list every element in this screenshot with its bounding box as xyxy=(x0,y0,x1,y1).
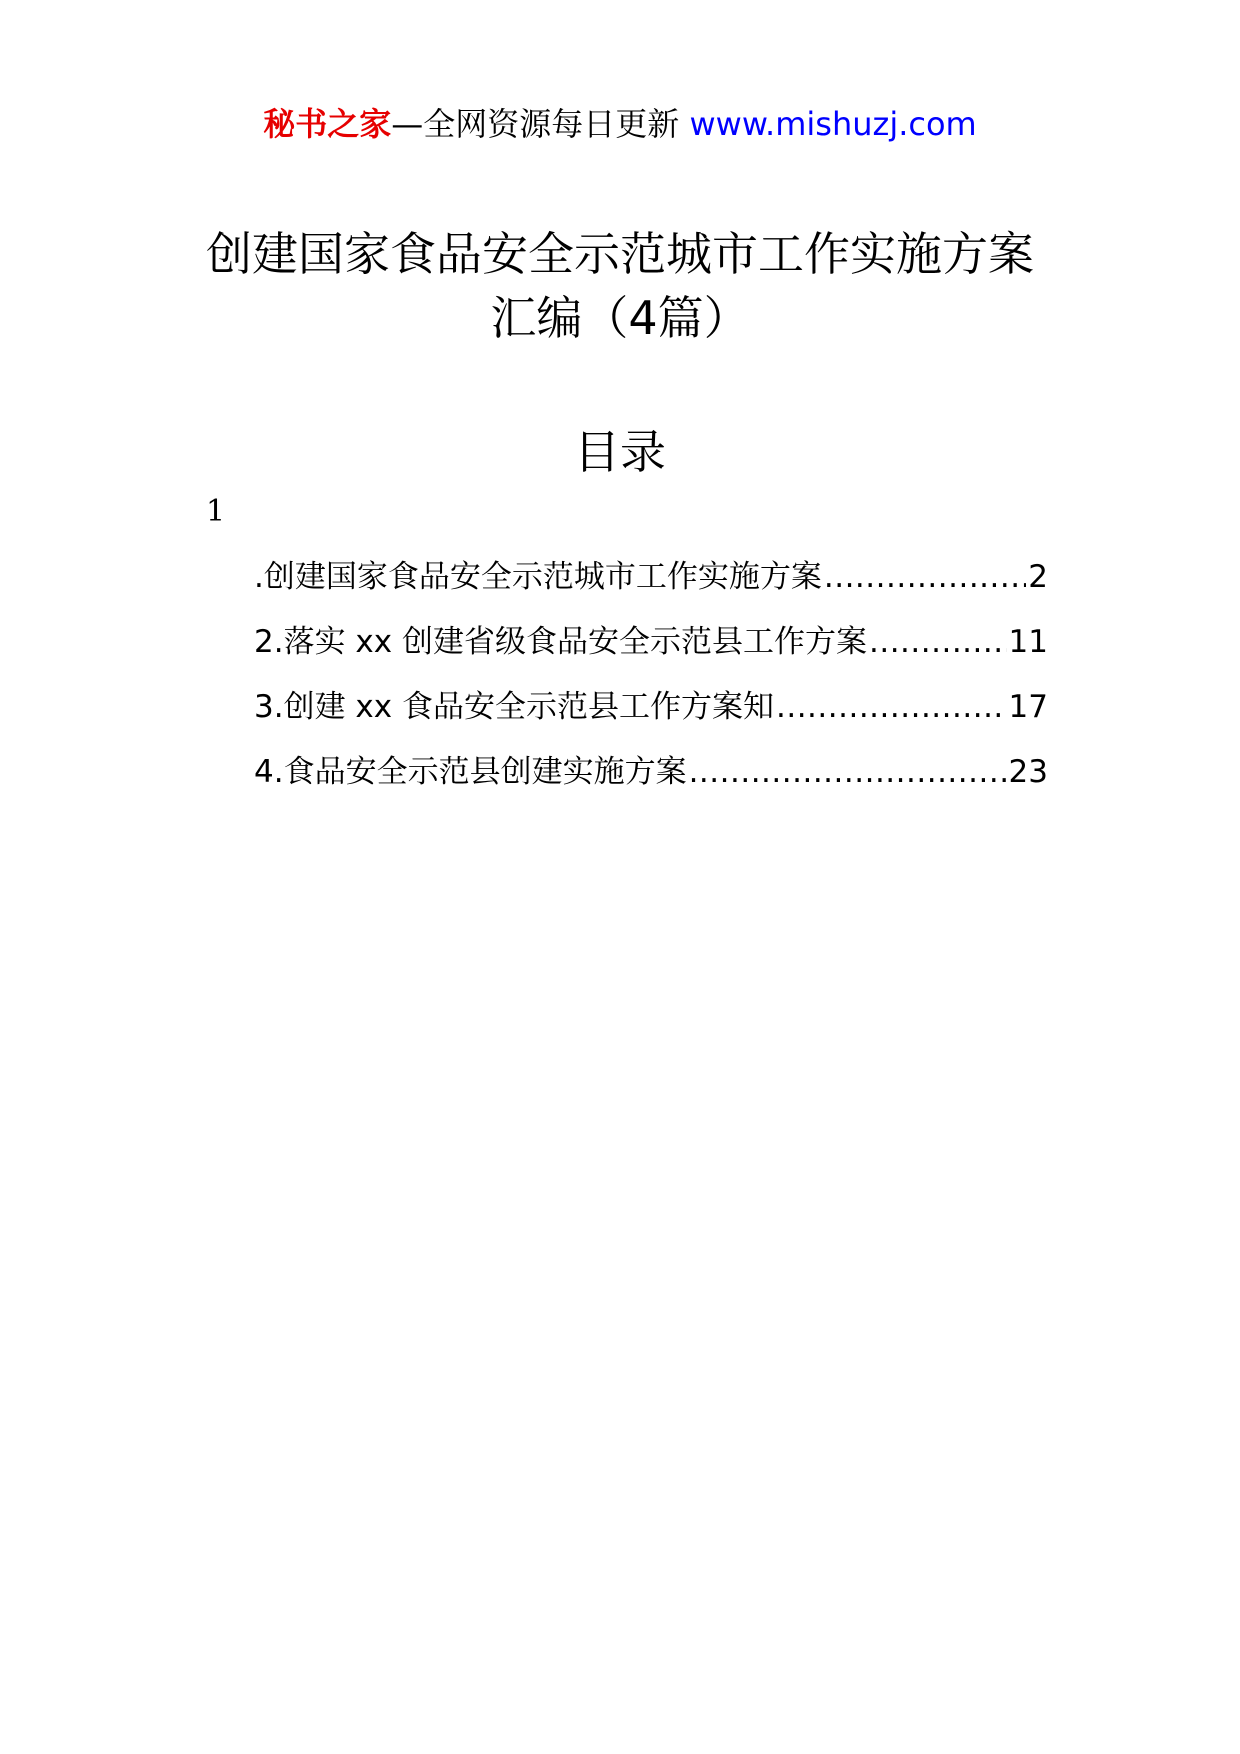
toc-entry[interactable] xyxy=(254,620,1048,685)
site-url-link[interactable]: www.mishuzj.com xyxy=(689,105,977,143)
toc-entry-title: 2.落实 xx 创建省级食品安全示范县工作方案 xyxy=(254,624,867,660)
stray-list-number: 1 xyxy=(206,494,226,529)
document-title xyxy=(0,222,1240,350)
table-of-contents xyxy=(254,555,1048,815)
toc-entry[interactable] xyxy=(254,685,1048,750)
brand-name: 秘书之家 xyxy=(263,105,392,143)
document-title-line-2: 汇编（4篇） xyxy=(490,291,750,345)
site-header xyxy=(0,100,1240,148)
toc-page-number: 23 xyxy=(1008,754,1048,790)
toc-entry-title: .创建国家食品安全示范城市工作实施方案 xyxy=(254,559,822,595)
toc-page-number: 2 xyxy=(1028,559,1048,595)
toc-entry[interactable] xyxy=(254,750,1048,815)
header-slogan: —全网资源每日更新 xyxy=(391,105,680,143)
toc-dot-leader xyxy=(689,750,1007,794)
toc-page-number: 17 xyxy=(1008,689,1048,725)
toc-dot-leader xyxy=(869,620,1007,664)
toc-dot-leader xyxy=(776,685,1007,729)
toc-entry[interactable] xyxy=(254,555,1048,620)
document-title-line-1: 创建国家食品安全示范城市工作实施方案 xyxy=(206,227,1034,281)
toc-dot-leader xyxy=(824,555,1026,599)
toc-heading: 目录 xyxy=(574,425,666,479)
toc-entry-title: 4.食品安全示范县创建实施方案 xyxy=(254,754,687,790)
toc-page-number: 11 xyxy=(1008,624,1048,660)
toc-entry-title: 3.创建 xx 食品安全示范县工作方案知 xyxy=(254,689,774,725)
